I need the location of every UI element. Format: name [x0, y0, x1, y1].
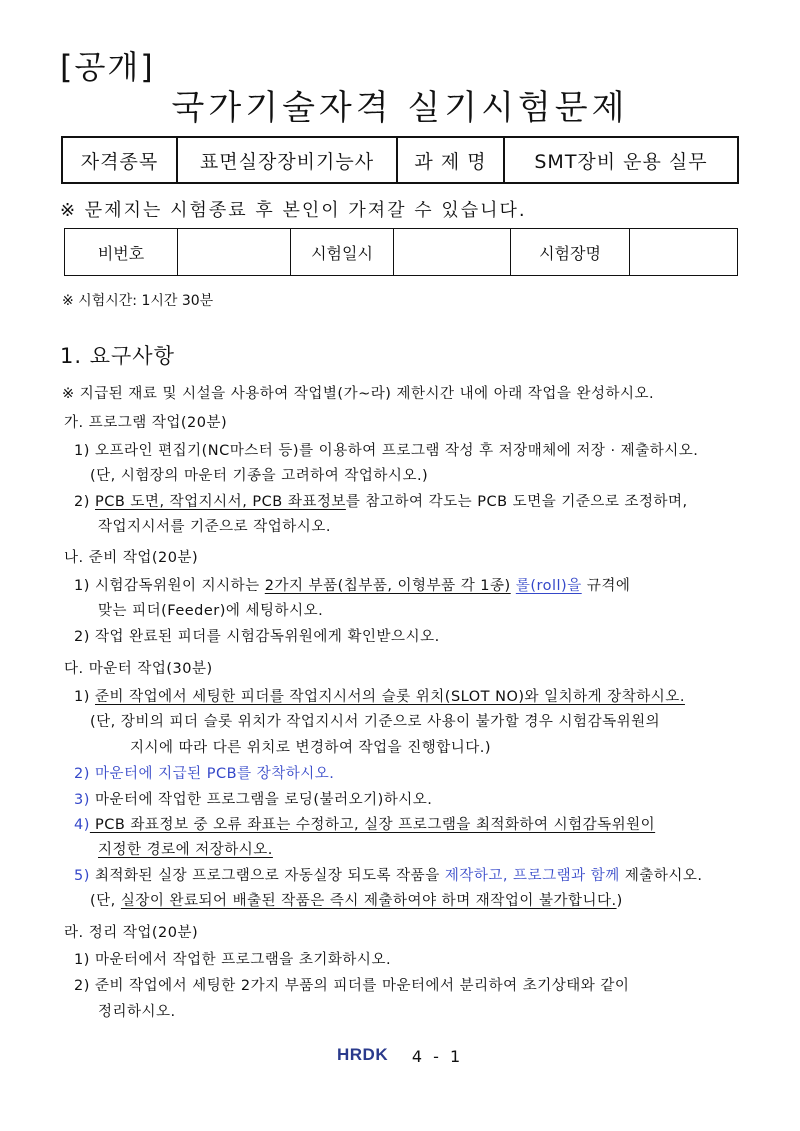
field-label-number: 비번호 [65, 229, 178, 276]
na-line-1-roll: 롤(roll)을 [515, 578, 582, 594]
subsection-ga-title: 가. 프로그램 작업(20분) [64, 415, 228, 431]
field-blank-number [178, 229, 291, 276]
section-intro: ※ 지급된 재료 및 시설을 사용하여 작업별(가~라) 제한시간 내에 아래 작업을 완성하시오. [62, 386, 655, 402]
da-line-5-text: 마운터에 작업한 프로그램을 로딩(불러오기)하시오. [89, 792, 433, 808]
na-line-1-a: 1) 시험감독위원이 지시하는 [74, 578, 265, 594]
da-line-8-text: 최적화된 실장 프로그램으로 자동실장 되도록 작품을 [89, 868, 445, 884]
field-blank-exam-place [630, 229, 738, 276]
da-line-9-underlined: 실장이 완료되어 배출된 작품은 즉시 제출하여야 하며 재작업이 불가합니다. [120, 893, 617, 909]
da-line-6-num: 4) [74, 817, 90, 833]
na-line-1-underlined: 2가지 부품(칩부품, 이형부품 각 1종) [264, 578, 511, 594]
ra-line-1: 1) 마운터에서 작업한 프로그램을 초기화하시오. [74, 952, 392, 968]
da-line-7: 지정한 경로에 저장하시오. [98, 842, 273, 858]
na-line-1-e: 규격에 [581, 578, 631, 594]
na-line-1 [74, 574, 630, 595]
da-line-4: 2) 마운터에 지급된 PCB를 장착하시오. [74, 766, 335, 782]
svg-text:HRDK: HRDK [336, 1045, 388, 1063]
ra-line-3: 정리하시오. [98, 1004, 176, 1020]
da-line-5 [74, 788, 432, 809]
notice-text: ※ 문제지는 시험종료 후 본인이 가져갈 수 있습니다. [60, 200, 527, 221]
na-line-2: 맞는 피더(Feeder)에 세팅하시오. [98, 603, 324, 619]
page-number: 4 - 1 [411, 1046, 464, 1066]
da-line-9-open: (단, [90, 893, 121, 909]
na-line-3: 2) 작업 완료된 피더를 시험감독위원에게 확인받으시오. [74, 629, 440, 645]
page-title: 국가기술자격 실기시험문제 [171, 88, 629, 128]
ga-line-2: (단, 시험장의 마운터 기종을 고려하여 작업하시오.) [90, 468, 429, 484]
field-label-qualification: 자격종목 [62, 137, 177, 183]
da-line-3: 지시에 따라 다른 위치로 변경하여 작업을 진행합니다.) [130, 740, 492, 756]
info-table [61, 136, 739, 184]
ga-line-1: 1) 오프라인 편집기(NC마스터 등)를 이용하여 프로그램 작성 후 저장매체에 저장 · 제출하시오. [74, 443, 699, 459]
da-line-8-end: 제출하시오. [619, 868, 703, 884]
field-value-qualification: 표면실장장비기능사 [177, 137, 397, 183]
da-line-6-text: PCB 좌표정보 중 오류 좌표는 수정하고, 실장 프로그램을 최적화하여 시험감독위원이 [89, 817, 656, 833]
id-table [64, 228, 738, 276]
subsection-ra-title: 라. 정리 작업(20분) [64, 925, 199, 941]
hrdk-logo-icon [337, 1045, 399, 1067]
da-line-8-num: 5) [74, 868, 90, 884]
field-label-task-name: 과 제 명 [397, 137, 504, 183]
da-line-8 [74, 864, 702, 885]
da-line-6 [74, 813, 655, 834]
ga-line-3-num: 2) [74, 494, 95, 510]
subsection-na-title: 나. 준비 작업(20분) [64, 550, 199, 566]
da-line-5-num: 3) [74, 792, 90, 808]
subsection-da-title: 다. 마운터 작업(30분) [64, 661, 213, 677]
exam-time: ※ 시험시간: 1시간 30분 [62, 293, 214, 309]
ga-line-3 [74, 490, 688, 511]
ra-line-2: 2) 준비 작업에서 세팅한 2가지 부품의 피더를 마운터에서 분리하여 초기상태와 같이 [74, 978, 630, 994]
field-label-exam-place: 시험장명 [511, 229, 630, 276]
section-title: 1. 요구사항 [60, 344, 175, 368]
page-footer [0, 1045, 800, 1067]
da-line-8-blue: 제작하고, 프로그램과 함께 [444, 868, 620, 884]
da-line-9 [90, 889, 623, 910]
public-tag: [공개] [60, 48, 155, 86]
ga-line-3-rest: 를 참고하여 각도는 PCB 도면을 기준으로 조정하며, [345, 494, 688, 510]
field-label-exam-date: 시험일시 [291, 229, 394, 276]
field-value-task-name: SMT장비 운용 실무 [504, 137, 738, 183]
da-line-9-close: ) [616, 893, 623, 909]
field-blank-exam-date [394, 229, 511, 276]
da-line-1 [74, 685, 685, 706]
ga-line-3-underlined: PCB 도면, 작업지시서, PCB 좌표정보 [95, 494, 346, 510]
ga-line-4: 작업지시서를 기준으로 작업하시오. [98, 519, 331, 535]
da-line-1-underlined: 준비 작업에서 세팅한 피더를 작업지시서의 슬롯 위치(SLOT NO)와 일치하게 장착하시오. [95, 689, 685, 705]
da-line-2: (단, 장비의 피더 슬롯 위치가 작업지시서 기준으로 사용이 불가할 경우 시험감독위원의 [90, 714, 661, 730]
da-line-1-num: 1) [74, 689, 95, 705]
